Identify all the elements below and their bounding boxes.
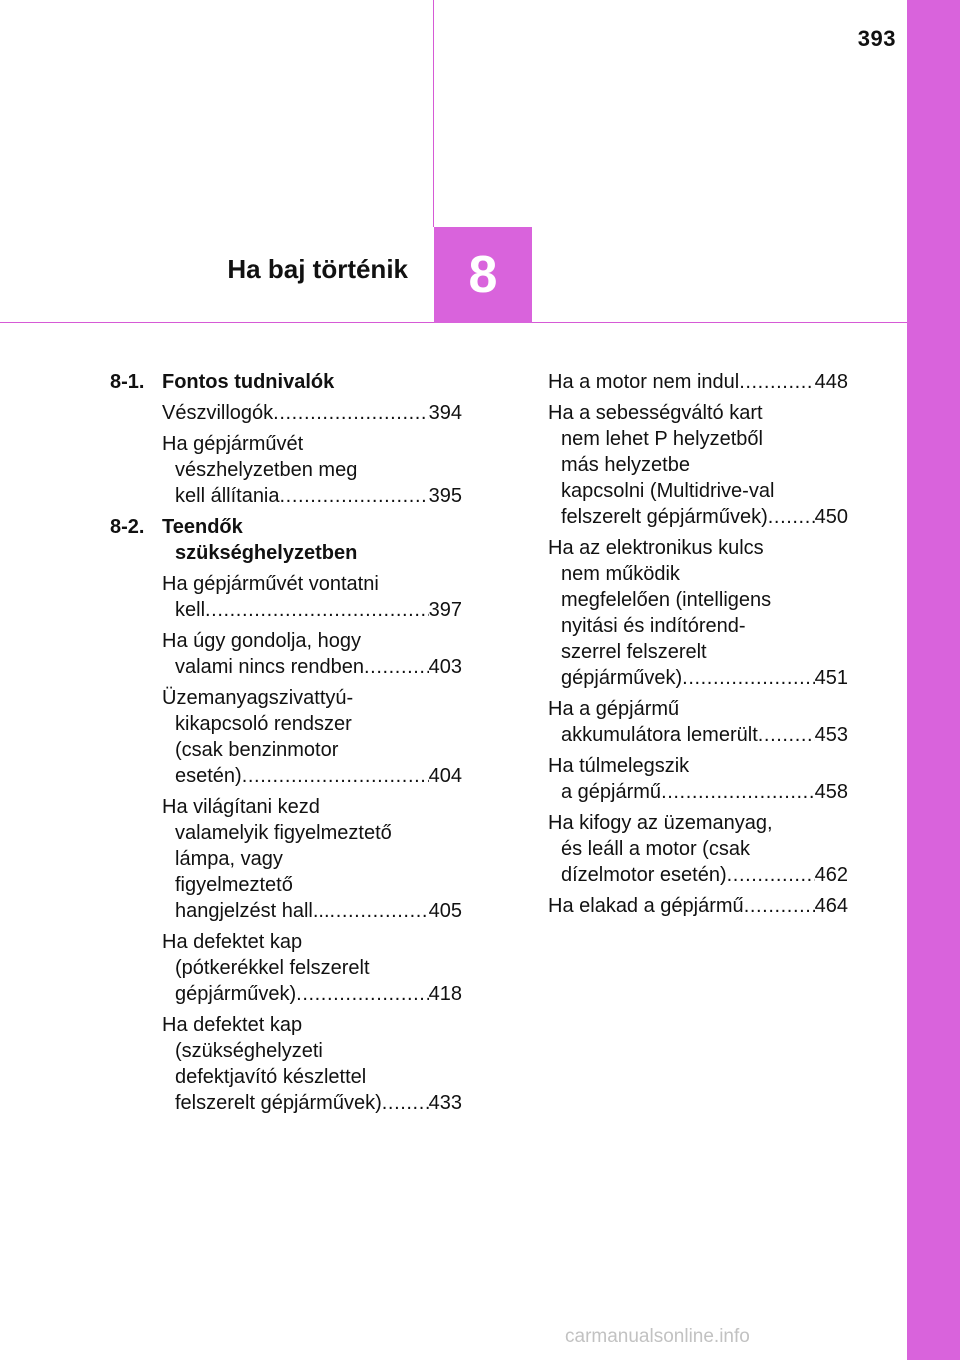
- chapter-side-tab: [907, 0, 960, 1360]
- toc-entry-text: lámpa, vagy: [175, 848, 283, 870]
- toc-leader-dots: [273, 400, 428, 426]
- header-vertical-rule: [433, 0, 434, 227]
- toc-page-number: 448: [814, 371, 848, 393]
- toc-leader-dots: [242, 763, 429, 789]
- toc-entry-text: Ha úgy gondolja, hogy: [162, 630, 362, 652]
- toc-entry-text: valamelyik figyelmeztető: [175, 822, 392, 844]
- toc-leader-dots: [330, 898, 429, 924]
- toc-page-number: 462: [814, 864, 848, 886]
- toc-entry: [162, 929, 462, 1007]
- toc-entry-text: valami nincs rendben: [175, 656, 364, 678]
- toc-entry-text: Ha elakad a gépjármű: [548, 895, 744, 917]
- toc-leader-dots: [739, 369, 814, 395]
- toc-page-number: 418: [428, 983, 462, 1005]
- toc-entry-text: megfelelően (intelligens: [561, 589, 772, 611]
- section-number: 8-2.: [110, 516, 145, 538]
- toc-entry-text: felszerelt gépjárművek): [175, 1092, 382, 1114]
- toc-entry: [548, 753, 848, 805]
- toc-entry-text: akkumulátora lemerült: [561, 724, 758, 746]
- toc-leader-dots: [727, 862, 815, 888]
- toc-entry-text: Ha az elektronikus kulcs: [548, 537, 764, 559]
- toc-entry: [162, 685, 462, 789]
- toc-page-number: 453: [814, 724, 848, 746]
- toc-right-column: [548, 369, 848, 924]
- toc-entry: [162, 571, 462, 623]
- toc-entry-text: Ha világítani kezd: [162, 796, 320, 818]
- toc-left-column: [110, 369, 462, 1121]
- toc-leader-dots: [682, 665, 814, 691]
- page-number: 393: [857, 26, 896, 51]
- toc-leader-dots: [296, 981, 428, 1007]
- toc-leader-dots: [744, 893, 815, 919]
- toc-page-number: 433: [428, 1092, 462, 1114]
- toc-entry-text: szerrel felszerelt: [561, 641, 707, 663]
- watermark: carmanualsonline.info: [565, 1326, 750, 1347]
- toc-entry-last-line: [162, 763, 462, 789]
- toc-page-number: 458: [814, 781, 848, 803]
- toc-entry-last-line: [548, 722, 848, 748]
- toc-entry-text: dízelmotor esetén): [561, 864, 727, 886]
- section-title: szükséghelyzetben: [175, 542, 358, 564]
- section-number: 8-1.: [110, 371, 145, 393]
- toc-entry: [548, 369, 848, 395]
- toc-leader-dots: [280, 483, 429, 509]
- toc-entry: [162, 431, 462, 509]
- toc-leader-dots: [768, 504, 815, 530]
- toc-entry-text: hangjelzést hall...: [175, 900, 330, 922]
- toc-page-number: 451: [814, 667, 848, 689]
- section-title: Teendők: [162, 516, 243, 538]
- toc-entry: [162, 628, 462, 680]
- toc-entry-text: Ha a motor nem indul: [548, 371, 740, 393]
- toc-entry-last-line: [548, 862, 848, 888]
- toc-entry-last-line: [548, 893, 848, 919]
- toc-entry-text: esetén): [175, 765, 242, 787]
- toc-entry-text: Ha kifogy az üzemanyag,: [548, 812, 773, 834]
- section-heading: [110, 514, 462, 566]
- toc-entry-text: Ha gépjárművét vontatni: [162, 573, 379, 595]
- toc-entry-text: Ha túlmelegszik: [548, 755, 690, 777]
- toc-entry-text: és leáll a motor (csak: [561, 838, 750, 860]
- toc-leader-dots: [661, 779, 815, 805]
- toc-entry-text: Vészvillogók: [162, 402, 274, 424]
- toc-entry: [548, 696, 848, 748]
- toc-entry-text: Ha gépjárművét: [162, 433, 304, 455]
- toc-entry-text: figyelmeztető: [175, 874, 293, 896]
- toc-entry-last-line: [162, 981, 462, 1007]
- toc-entry-text: Ha defektet kap: [162, 931, 303, 953]
- toc-entry-text: gépjárművek): [561, 667, 683, 689]
- toc-entry-text: (szükséghelyzeti: [175, 1040, 323, 1062]
- toc-page-number: 450: [814, 506, 848, 528]
- toc-entry-last-line: [162, 597, 462, 623]
- toc-entry-last-line: [162, 483, 462, 509]
- toc-page-number: 405: [428, 900, 462, 922]
- section-heading: [110, 369, 462, 395]
- section-title: Fontos tudnivalók: [162, 371, 335, 393]
- toc-entry-text: defektjavító készlettel: [175, 1066, 367, 1088]
- toc-entry: [548, 893, 848, 919]
- toc-entry: [162, 794, 462, 924]
- toc-entry-text: nyitási és indítórend-: [561, 615, 746, 637]
- toc-entry-last-line: [162, 898, 462, 924]
- toc-entry-text: Ha defektet kap: [162, 1014, 303, 1036]
- toc-entry: [162, 400, 462, 426]
- toc-entry-text: Ha a gépjármű: [548, 698, 680, 720]
- toc-entry-text: felszerelt gépjárművek): [561, 506, 768, 528]
- toc-entry-last-line: [162, 654, 462, 680]
- toc-entry-last-line: [162, 1090, 462, 1116]
- toc-entry-text: kapcsolni (Multidrive-val: [561, 480, 775, 502]
- toc-entry-text: kell állítania: [175, 485, 280, 507]
- toc-entry-text: kikapcsoló rendszer: [175, 713, 352, 735]
- toc-entry-text: kell: [175, 599, 206, 621]
- chapter-title: Ha baj történik: [227, 254, 408, 284]
- toc-entry-text: a gépjármű: [561, 781, 662, 803]
- toc-entry-last-line: [548, 779, 848, 805]
- toc-entry-text: Ha a sebességváltó kart: [548, 402, 763, 424]
- toc-entry-text: vészhelyzetben meg: [175, 459, 358, 481]
- toc-entry-last-line: [162, 400, 462, 426]
- toc-leader-dots: [382, 1090, 429, 1116]
- toc-entry-last-line: [548, 665, 848, 691]
- toc-entry: [548, 535, 848, 691]
- chapter-number: 8: [468, 246, 498, 304]
- chapter-number-box: [434, 227, 532, 323]
- toc-page-number: 404: [428, 765, 462, 787]
- toc-entry-last-line: [548, 369, 848, 395]
- toc-entry-text: (csak benzinmotor: [175, 739, 339, 761]
- toc-entry-text: Üzemanyagszivattyú-: [162, 687, 354, 709]
- toc-leader-dots: [364, 654, 429, 680]
- toc-leader-dots: [758, 722, 815, 748]
- toc-entry-text: nem működik: [561, 563, 680, 585]
- toc-entry-text: gépjárművek): [175, 983, 297, 1005]
- toc-entry: [548, 400, 848, 530]
- toc-page-number: 397: [428, 599, 462, 621]
- toc-page-number: 394: [428, 402, 462, 424]
- toc-page-number: 403: [428, 656, 462, 678]
- toc-leader-dots: [205, 597, 429, 623]
- toc-entry-last-line: [548, 504, 848, 530]
- toc-page-number: 464: [814, 895, 848, 917]
- toc-page-number: 395: [428, 485, 462, 507]
- toc-entry-text: (pótkerékkel felszerelt: [175, 957, 370, 979]
- toc-entry-text: nem lehet P helyzetből: [561, 428, 763, 450]
- toc-entry: [548, 810, 848, 888]
- toc-entry: [162, 1012, 462, 1116]
- toc-entry-text: más helyzetbe: [561, 454, 690, 476]
